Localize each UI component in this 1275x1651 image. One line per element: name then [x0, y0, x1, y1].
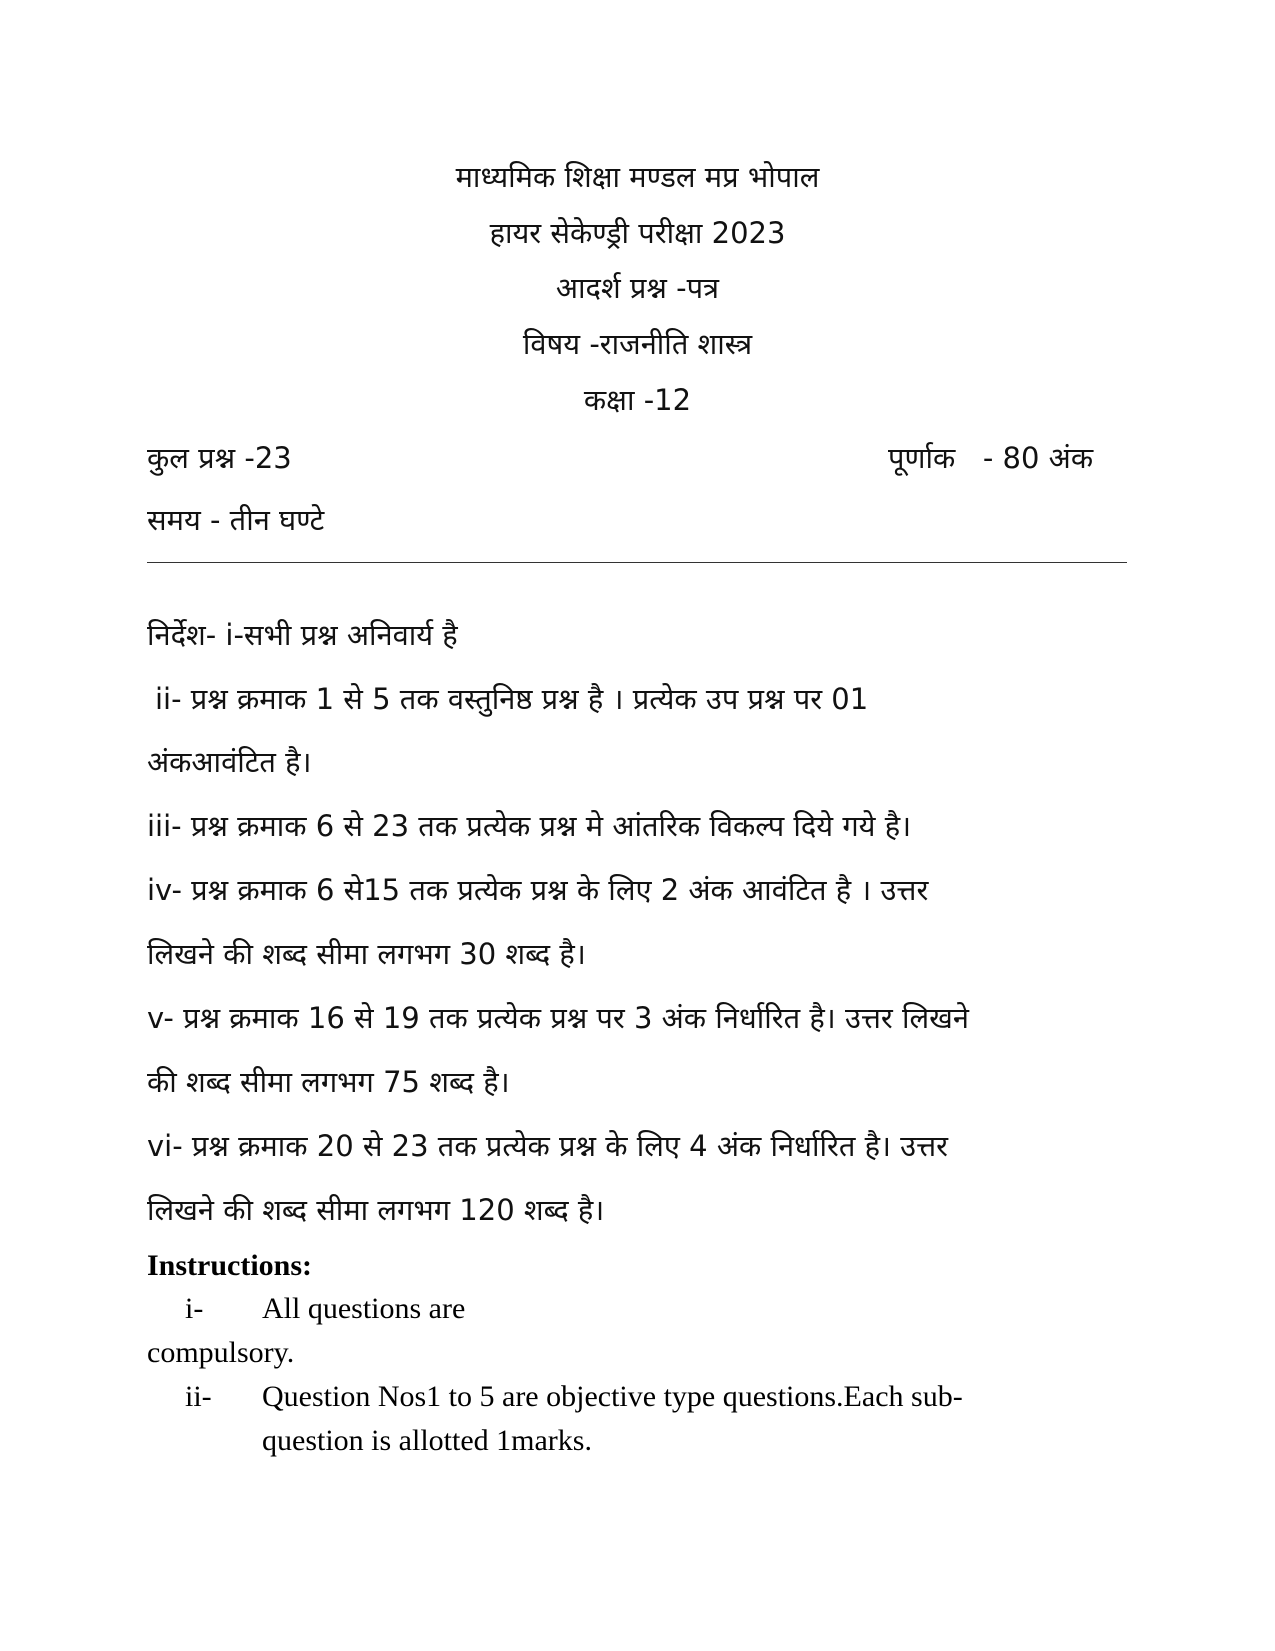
hindi-instruction-line: iv- प्रश्न क्रमाक 6 से15 तक प्रत्येक प्रश्न के लिए 2 अंक आवंटित है । उत्तर: [147, 873, 929, 907]
time-allowed: समय - तीन घण्टे: [147, 503, 325, 537]
hindi-instruction-line: v- प्रश्न क्रमाक 16 से 19 तक प्रत्येक प्रश्न पर 3 अंक निर्धारित है। उत्तर लिखने: [147, 1001, 969, 1035]
hindi-instruction-line: की शब्द सीमा लगभग 75 शब्द है।: [147, 1065, 510, 1099]
subject: विषय -राजनीति शास्त्र: [522, 327, 753, 361]
divider: [147, 562, 1127, 563]
board-name: माध्यमिक शिक्षा मण्डल मप्र भोपाल: [455, 160, 820, 194]
hindi-instruction-line: लिखने की शब्द सीमा लगभग 30 शब्द है।: [147, 937, 586, 971]
instruction-number: ii-: [185, 1380, 212, 1413]
instructions-heading: Instructions:: [147, 1249, 313, 1282]
hindi-instruction-line: ii- प्रश्न क्रमाक 1 से 5 तक वस्तुनिष्ठ प्रश्न है । प्रत्येक उप प्रश्न पर 01: [155, 682, 869, 716]
max-marks: पूर्णाक - 80 अंक: [888, 441, 1094, 475]
total-questions: कुल प्रश्न -23: [147, 441, 292, 475]
instruction-text: question is allotted 1marks.: [262, 1424, 592, 1457]
hindi-instruction-line: लिखने की शब्द सीमा लगभग 120 शब्द है।: [147, 1193, 605, 1227]
paper-type: आदर्श प्रश्न -पत्र: [555, 271, 720, 305]
hindi-instruction-line: vi- प्रश्न क्रमाक 20 से 23 तक प्रत्येक प्रश्न के लिए 4 अंक निर्धारित है। उत्तर: [147, 1129, 948, 1163]
instruction-text: compulsory.: [147, 1336, 295, 1369]
hindi-instruction-line: निर्देश- i-सभी प्रश्न अनिवार्य है: [147, 618, 458, 652]
exam-name: हायर सेकेण्ड्री परीक्षा 2023: [489, 216, 786, 250]
instruction-text: Question Nos1 to 5 are objective type questions.Each sub-: [262, 1380, 963, 1413]
class-label: कक्षा -12: [583, 383, 692, 417]
hindi-instruction-line: iii- प्रश्न क्रमाक 6 से 23 तक प्रत्येक प्रश्न मे आंतरिक विकल्प दिये गये है।: [147, 809, 912, 843]
hindi-instruction-line: अंकआवंटित है।: [147, 745, 312, 779]
instruction-text: All questions are: [262, 1292, 466, 1325]
instruction-number: i-: [185, 1292, 204, 1325]
